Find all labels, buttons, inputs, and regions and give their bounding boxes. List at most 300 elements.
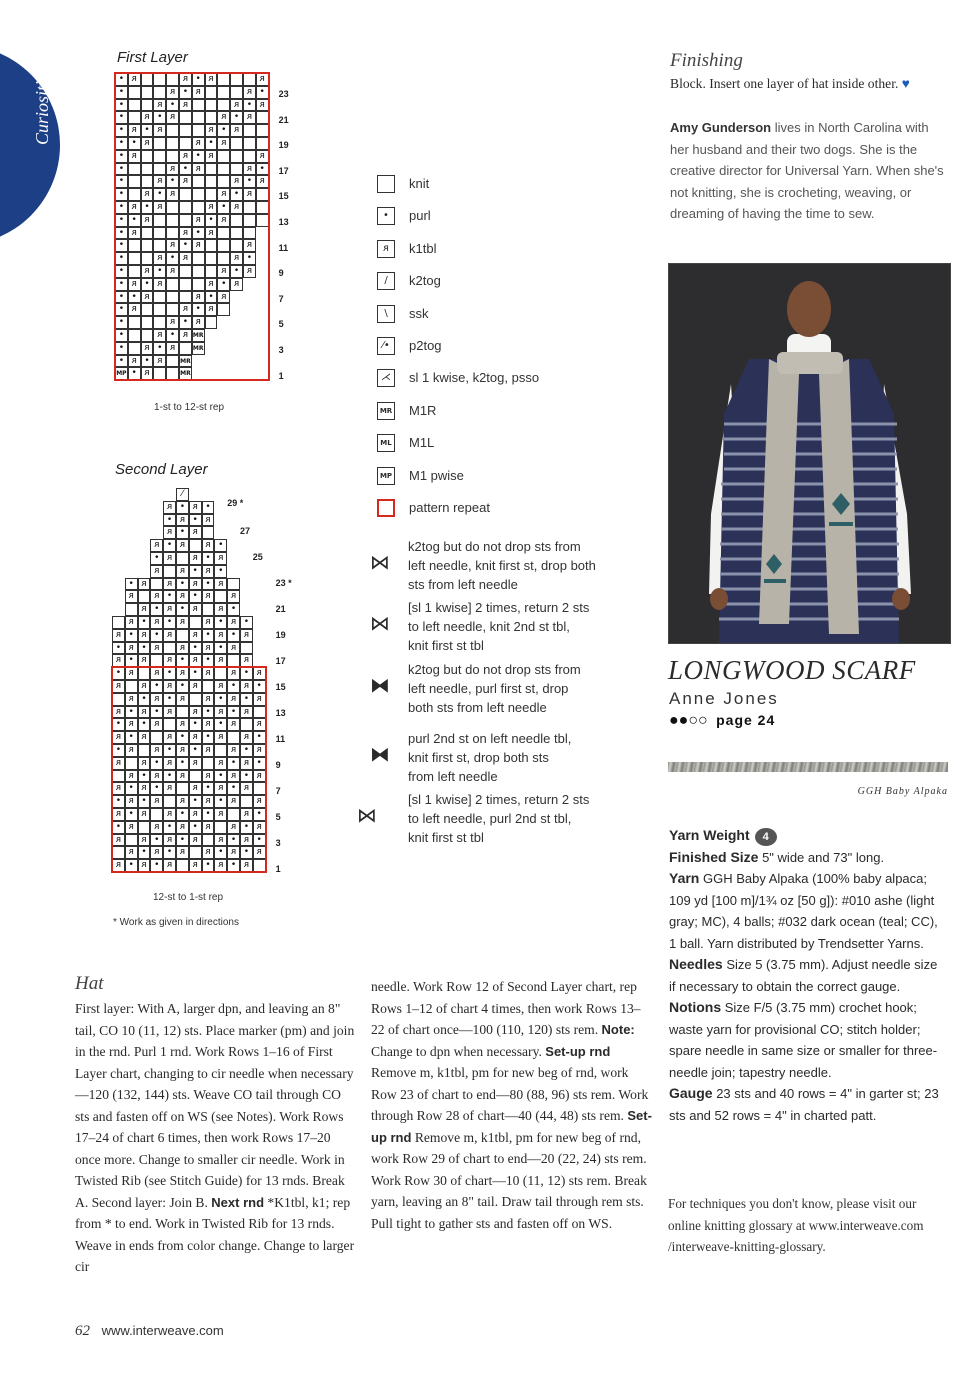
chart-cell: ᴙ: [240, 629, 253, 642]
chart-cell: •: [125, 731, 138, 744]
chart-cell: ᴙ: [150, 770, 163, 783]
page-reference: page 24: [716, 712, 776, 728]
chart-cell: ᴙ: [189, 629, 202, 642]
chart-cell: •: [115, 201, 128, 214]
chart-cell: •: [112, 821, 125, 834]
chart-cell: ᴙ: [138, 578, 151, 591]
chart-cell: •: [128, 367, 141, 380]
chart-cell: ᴙ: [214, 680, 227, 693]
chart-cell: •: [166, 252, 179, 265]
chart-cell: ᴙ: [179, 303, 192, 316]
chart-cell: ᴙ: [112, 757, 125, 770]
chart-cell: [202, 526, 215, 539]
row-number: 21: [275, 604, 286, 614]
legend-symbol-m1-pwise: MP: [377, 467, 395, 485]
legend-label: k2tog: [409, 273, 441, 289]
chart-cell: •: [125, 782, 138, 795]
chart-cell: ᴙ: [192, 291, 205, 304]
chart-cell: •: [179, 316, 192, 329]
chart-footnote: * Work as given in directions: [113, 917, 239, 928]
legend-symbol-m1r: MR: [377, 402, 395, 420]
chart-cell: ᴙ: [150, 821, 163, 834]
chart-cell: •: [253, 680, 266, 693]
chart-cell: •: [163, 514, 176, 527]
chart-cell: ᴙ: [176, 539, 189, 552]
chart-cell: ᴙ: [179, 329, 192, 342]
chart-cell: ᴙ: [176, 744, 189, 757]
chart-cell: ᴙ: [205, 150, 218, 163]
chart-cell: [112, 616, 125, 629]
chart-cell: ᴙ: [253, 770, 266, 783]
section-tab-label: Curiosities: [32, 65, 52, 145]
chart-cell: ᴙ: [240, 731, 253, 744]
chart-cell: ᴙ: [189, 757, 202, 770]
chart-cell: •: [189, 821, 202, 834]
chart-cell: ᴙ: [227, 642, 240, 655]
chart-cell: •: [163, 590, 176, 603]
chart-cell: •: [128, 291, 141, 304]
chart-cell: •: [150, 629, 163, 642]
difficulty-dots: ●●○○: [669, 712, 708, 729]
chart-cell: ᴙ: [128, 124, 141, 137]
spec-item: [669, 997, 947, 1083]
chart-cell: ᴙ: [125, 667, 138, 680]
chart-cell: •: [163, 667, 176, 680]
chart-cell: ᴙ: [166, 188, 179, 201]
chart-cell: ᴙ: [138, 629, 151, 642]
chart-cell: ᴙ: [214, 706, 227, 719]
row-number: 27: [240, 526, 251, 536]
chart-cell: ᴙ: [227, 616, 240, 629]
chart-cell: •: [192, 303, 205, 316]
chart-cell: ᴙ: [243, 111, 256, 124]
chart-cell: ᴙ: [166, 86, 179, 99]
cable-symbol-icon: ⋈: [357, 803, 377, 827]
row-number: 7: [278, 293, 284, 304]
chart-cell: •: [153, 111, 166, 124]
chart-cell: •: [153, 188, 166, 201]
chart-cell: ᴙ: [205, 201, 218, 214]
chart-cell: •: [115, 227, 128, 240]
chart-cell: ᴙ: [166, 316, 179, 329]
chart-cell: [150, 578, 163, 591]
chart-cell: •: [214, 846, 227, 859]
chart-cell: ᴙ: [125, 718, 138, 731]
legend-symbol-k1tbl: ᴙ: [377, 240, 395, 258]
chart-cell: ᴙ: [179, 252, 192, 265]
chart-cell: ᴙ: [163, 782, 176, 795]
chart-cell: ᴙ: [230, 175, 243, 188]
techniques-note: For techniques you don't know, please visit our online knitting glossary at www.interweave.com /interweave-knitting-glossary.: [668, 1196, 924, 1254]
chart-cell: ᴙ: [125, 693, 138, 706]
chart-cell: ᴙ: [125, 590, 138, 603]
chart-cell: ᴙ: [189, 808, 202, 821]
chart-cell: ᴙ: [202, 770, 215, 783]
chart-cell: •: [176, 834, 189, 847]
chart-cell: ᴙ: [125, 795, 138, 808]
cable-description: k2tog but do not drop sts from left needle, knit first st, drop both sts from left needle: [408, 539, 596, 592]
chart-cell: ᴙ: [150, 718, 163, 731]
chart-cell: •: [150, 706, 163, 719]
chart-cell: •: [179, 163, 192, 176]
chart-cell: ᴙ: [112, 629, 125, 642]
chart-cell: ᴙ: [166, 163, 179, 176]
chart-cell: ᴙ: [256, 73, 269, 86]
chart-cell: ᴙ: [153, 355, 166, 368]
chart-cell: ᴙ: [230, 201, 243, 214]
designer-bio: [670, 117, 950, 225]
legend-symbol-m1l: ML: [377, 434, 395, 452]
chart-cell: ᴙ: [240, 834, 253, 847]
row-number: 1: [278, 370, 284, 381]
chart-cell: •: [227, 782, 240, 795]
chart-cell: ᴙ: [192, 316, 205, 329]
chart-cell: •: [214, 642, 227, 655]
chart-cell: •: [153, 342, 166, 355]
chart-cell: ᴙ: [163, 680, 176, 693]
yarn-swatch: [668, 762, 948, 772]
chart-cell: ᴙ: [128, 73, 141, 86]
chart-cell: •: [240, 744, 253, 757]
legend-symbol-knit: [377, 175, 395, 193]
chart-cell: •: [112, 642, 125, 655]
chart-cell: ᴙ: [138, 782, 151, 795]
cable-symbol-icon: ⧓: [370, 673, 390, 697]
chart-cell: ᴙ: [230, 99, 243, 112]
chart-cell: ᴙ: [205, 227, 218, 240]
chart-cell: •: [125, 578, 138, 591]
cable-symbol-icon: ⧓: [370, 742, 390, 766]
chart-cell: ᴙ: [230, 252, 243, 265]
chart-cell: ᴙ: [253, 718, 266, 731]
chart-cell: ᴙ: [202, 590, 215, 603]
chart-cell: [138, 590, 151, 603]
chart-cell: •: [115, 303, 128, 316]
chart-cell: •: [150, 782, 163, 795]
spec-item: [669, 825, 947, 847]
chart-cell: •: [163, 539, 176, 552]
chart-cell: •: [176, 603, 189, 616]
chart-cell: [189, 616, 202, 629]
row-number: 11: [275, 734, 286, 744]
chart-cell: •: [240, 770, 253, 783]
chart-cell: •: [138, 795, 151, 808]
legend-label: ssk: [409, 305, 429, 321]
chart-cell: ᴙ: [253, 846, 266, 859]
chart-cell: ᴙ: [192, 86, 205, 99]
chart-cell: •: [176, 654, 189, 667]
chart-cell: ᴙ: [214, 629, 227, 642]
legend-label: purl: [409, 208, 431, 224]
chart-cell: ᴙ: [189, 706, 202, 719]
chart-cell: ᴙ: [141, 367, 154, 380]
chart-cell: •: [253, 808, 266, 821]
chart-cell: ᴙ: [214, 578, 227, 591]
chart-cell: ᴙ: [243, 239, 256, 252]
chart-cell: MR: [192, 342, 205, 355]
chart-cell: •: [141, 201, 154, 214]
chart-cell: ᴙ: [179, 73, 192, 86]
chart-cell: ᴙ: [240, 706, 253, 719]
chart-cell: ᴙ: [202, 539, 215, 552]
chart-cell: ᴙ: [166, 342, 179, 355]
chart-cell: •: [202, 859, 215, 872]
chart-cell: ᴙ: [189, 731, 202, 744]
chart-cell: •: [243, 252, 256, 265]
finishing-text: Block. Insert one layer of hat inside other. ♥: [670, 76, 910, 91]
row-number: 3: [275, 838, 281, 848]
chart-cell: ᴙ: [163, 578, 176, 591]
chart-cell: ᴙ: [253, 795, 266, 808]
chart-cell: •: [192, 227, 205, 240]
chart-cell: ᴙ: [141, 111, 154, 124]
chart-cell: ᴙ: [153, 99, 166, 112]
chart-cell: ᴙ: [153, 329, 166, 342]
chart-cell: ᴙ: [125, 846, 138, 859]
chart-cell: ᴙ: [192, 137, 205, 150]
row-number: 1: [275, 864, 281, 874]
chart-cell: •: [176, 501, 189, 514]
chart-cell: •: [115, 265, 128, 278]
chart-cell: •: [205, 137, 218, 150]
spec-item: [669, 868, 947, 954]
spec-value: GGH Baby Alpaka (100% baby alpaca; 109 yd [100 m]/1¾ oz [50 g]): #010 ashe (light gray; MC), 4 balls; #032 dark ocean (teal; CC), 1 ball. Yarn distributed by Trendsetter Yarns.: [669, 871, 938, 951]
chart-cell: •: [189, 744, 202, 757]
chart-cell: ᴙ: [163, 706, 176, 719]
pattern-title: LONGWOOD SCARF: [668, 655, 916, 685]
chart-cell: •: [189, 565, 202, 578]
chart-cell: •: [115, 111, 128, 124]
chart-cell: •: [176, 808, 189, 821]
cable-symbol-icon: ⋈: [370, 611, 390, 635]
bio-text: lives in North Carolina with her husband and their two dogs. She is the creative director for Universal Yarn. When she's not knitting, she is crocheting, weaving, or dreaming of having the time to sew.: [670, 120, 944, 221]
row-number: 17: [275, 656, 286, 666]
chart-cell: ᴙ: [253, 693, 266, 706]
chart-cell: ᴙ: [179, 99, 192, 112]
chart-cell: •: [115, 329, 128, 342]
chart-cell: •: [256, 163, 269, 176]
chart-cell: •: [214, 565, 227, 578]
legend-label: M1L: [409, 435, 435, 451]
row-number: 23 *: [275, 578, 292, 588]
row-number: 5: [275, 812, 281, 822]
chart-cell: ᴙ: [128, 201, 141, 214]
chart-cell: ᴙ: [205, 124, 218, 137]
chart-cell: ᴙ: [163, 526, 176, 539]
second-layer-title: Second Layer: [115, 461, 208, 478]
chart-cell: •: [115, 163, 128, 176]
chart-cell: ᴙ: [227, 590, 240, 603]
chart-cell: •: [205, 214, 218, 227]
chart-cell: ᴙ: [179, 227, 192, 240]
run-in-heading: Next rnd: [211, 1194, 265, 1210]
repeat-outline: [111, 666, 267, 873]
chart-cell: ᴙ: [153, 278, 166, 291]
chart-cell: •: [128, 214, 141, 227]
spec-label: Gauge: [669, 1085, 713, 1101]
instruction-text: *K1tbl, k1; rep from * to end. Work in Twisted Rib for 13 rnds. Weave in ends from color change. Change to larger cir: [75, 1194, 355, 1274]
yarn-weight-badge-icon: 4: [755, 828, 777, 846]
chart-cell: ᴙ: [150, 539, 163, 552]
chart-cell: ᴙ: [202, 846, 215, 859]
chart-cell: ᴙ: [141, 188, 154, 201]
chart-cell: ᴙ: [128, 227, 141, 240]
spec-value: 23 sts and 40 rows = 4" in garter st; 23 sts and 52 rows = 4" in charted patt.: [669, 1086, 939, 1123]
chart-cell: [176, 552, 189, 565]
chart-cell: ᴙ: [253, 821, 266, 834]
chart-cell: •: [166, 175, 179, 188]
cable-description: [sl 1 kwise] 2 times, return 2 sts to left needle, knit 2nd st tbl, knit first st tbl: [408, 600, 590, 653]
chart-cell: ᴙ: [217, 265, 230, 278]
chart-cell: ᴙ: [163, 603, 176, 616]
chart-cell: ᴙ: [163, 629, 176, 642]
chart-cell: ᴙ: [217, 111, 230, 124]
chart-cell: •: [202, 808, 215, 821]
chart-cell: ᴙ: [189, 501, 202, 514]
chart-cell: ᴙ: [202, 667, 215, 680]
chart-cell: •: [240, 821, 253, 834]
chart-cell: ᴙ: [141, 265, 154, 278]
chart-cell: ᴙ: [150, 616, 163, 629]
chart-cell: •: [141, 355, 154, 368]
chart-cell: ᴙ: [214, 731, 227, 744]
chart-cell: •: [112, 744, 125, 757]
chart-cell: •: [138, 616, 151, 629]
chart-cell: •: [217, 201, 230, 214]
chart-cell: •: [141, 278, 154, 291]
scarf-photo: [668, 263, 951, 644]
chart-cell: ᴙ: [141, 214, 154, 227]
chart-cell: ᴙ: [150, 846, 163, 859]
chart-cell: •: [176, 526, 189, 539]
chart-cell: MR: [192, 329, 205, 342]
chart-cell: •: [240, 616, 253, 629]
spec-label: Finished Size: [669, 848, 759, 865]
chart-cell: ᴙ: [150, 642, 163, 655]
chart-cell: •: [166, 99, 179, 112]
chart-cell: •: [253, 834, 266, 847]
chart-cell: ᴙ: [112, 731, 125, 744]
row-number: 17: [278, 165, 289, 176]
chart-cell: •: [138, 846, 151, 859]
chart-cell: •: [115, 342, 128, 355]
chart-cell: •: [115, 150, 128, 163]
chart-cell: •: [163, 616, 176, 629]
chart-cell: •: [189, 642, 202, 655]
chart-cell: ᴙ: [256, 99, 269, 112]
chart-cell: ᴙ: [125, 744, 138, 757]
row-number: 15: [278, 191, 289, 202]
chart-cell: ᴙ: [192, 163, 205, 176]
chart-cell: ᴙ: [179, 175, 192, 188]
chart-cell: •: [256, 86, 269, 99]
chart-cell: ᴙ: [138, 603, 151, 616]
chart-cell: •: [253, 731, 266, 744]
chart-cell: •: [150, 859, 163, 872]
chart-cell: ᴙ: [163, 834, 176, 847]
chart-cell: ᴙ: [163, 552, 176, 565]
chart-cell: ᴙ: [214, 552, 227, 565]
chart-cell: •: [115, 99, 128, 112]
chart-cell: [240, 642, 253, 655]
chart-cell: •: [176, 757, 189, 770]
legend-label: p2tog: [409, 338, 442, 353]
chart-cell: •: [202, 629, 215, 642]
instruction-text: First layer: With A, larger dpn, and leaving an 8" tail, CO 10 (11, 12) sts. Place marker (pm) and join in the rnd. Purl 1 rnd. Work Rows 1–16 of First Layer chart, changing to cir needle when necessary—120 (132, 144) sts. Weave CO tail through CO sts and fasten off on WS (see Notes). Work Rows 17–24 of chart 6 times, then work Rows 17–20 once more. Change to smaller cir needle. Work in Twisted Rib (see Stitch Guide) for 13 rnds. Break A. Second layer: Join B.: [75, 1001, 355, 1210]
cable-description: purl 2nd st on left needle tbl, knit first st, drop both sts from left needle: [408, 731, 572, 784]
chart-cell: •: [230, 111, 243, 124]
chart-cell: ᴙ: [153, 124, 166, 137]
chart-cell: ᴙ: [138, 808, 151, 821]
chart-cell: ᴙ: [205, 73, 218, 86]
hat-heading: Hat: [75, 973, 104, 994]
row-number: 19: [275, 630, 286, 640]
chart-cell: •: [115, 278, 128, 291]
chart-cell: •: [189, 667, 202, 680]
chart-cell: ᴙ: [128, 355, 141, 368]
chart-cell: •: [150, 552, 163, 565]
chart-cell: [227, 578, 240, 591]
chart-cell: •: [227, 834, 240, 847]
legend-symbol-pattern-repeat: [377, 499, 395, 517]
chart-cell: [163, 565, 176, 578]
chart-cell: •: [125, 859, 138, 872]
chart-cell: •: [176, 731, 189, 744]
chart-cell: •: [202, 578, 215, 591]
run-in-heading: Note:: [601, 1022, 635, 1037]
chart-cell: ᴙ: [202, 642, 215, 655]
legend-label: k1tbl: [409, 240, 437, 256]
chart-cell: •: [115, 188, 128, 201]
chart-cell: •: [227, 603, 240, 616]
first-layer-chart: [115, 73, 289, 393]
chart-cell: ᴙ: [138, 680, 151, 693]
chart-cell: ᴙ: [256, 150, 269, 163]
chart-cell: ᴙ: [163, 654, 176, 667]
chart-cell: ᴙ: [202, 744, 215, 757]
chart-cell: ᴙ: [243, 163, 256, 176]
chart-cell: •: [125, 808, 138, 821]
chart-cell: ᴙ: [112, 680, 125, 693]
chart-cell: ᴙ: [138, 654, 151, 667]
legend-symbol-p2tog: ⁄•: [377, 337, 395, 355]
chart-cell: •: [214, 770, 227, 783]
chart-cell: ᴙ: [205, 278, 218, 291]
chart-cell: •: [138, 770, 151, 783]
chart-cell: •: [115, 124, 128, 137]
legend-label: M1 pwise: [409, 467, 464, 483]
pattern-designer: Anne Jones: [669, 689, 779, 708]
chart-cell: ᴙ: [240, 808, 253, 821]
row-number: 11: [278, 242, 289, 253]
cable-description: k2tog but do not drop sts from left needle, purl first st, drop both sts from left needle: [408, 662, 581, 715]
hat-instructions-col2: [371, 976, 653, 1234]
row-number: 7: [275, 786, 281, 796]
chart-cell: •: [125, 629, 138, 642]
chart-cell: •: [202, 501, 215, 514]
chart-cell: •: [115, 73, 128, 86]
chart-cell: ᴙ: [112, 782, 125, 795]
spec-value: Size 5 (3.75 mm). Adjust needle size if necessary to obtain the correct gauge.: [669, 957, 938, 994]
chart-cell: [189, 539, 202, 552]
chart-cell: •: [115, 239, 128, 252]
instruction-text: Change to dpn when necessary.: [371, 1043, 546, 1059]
chart-cell: •: [115, 355, 128, 368]
chart-cell: ᴙ: [240, 654, 253, 667]
chart-cell: ᴙ: [253, 667, 266, 680]
chart-cell: ᴙ: [153, 175, 166, 188]
chart-cell: ᴙ: [150, 693, 163, 706]
